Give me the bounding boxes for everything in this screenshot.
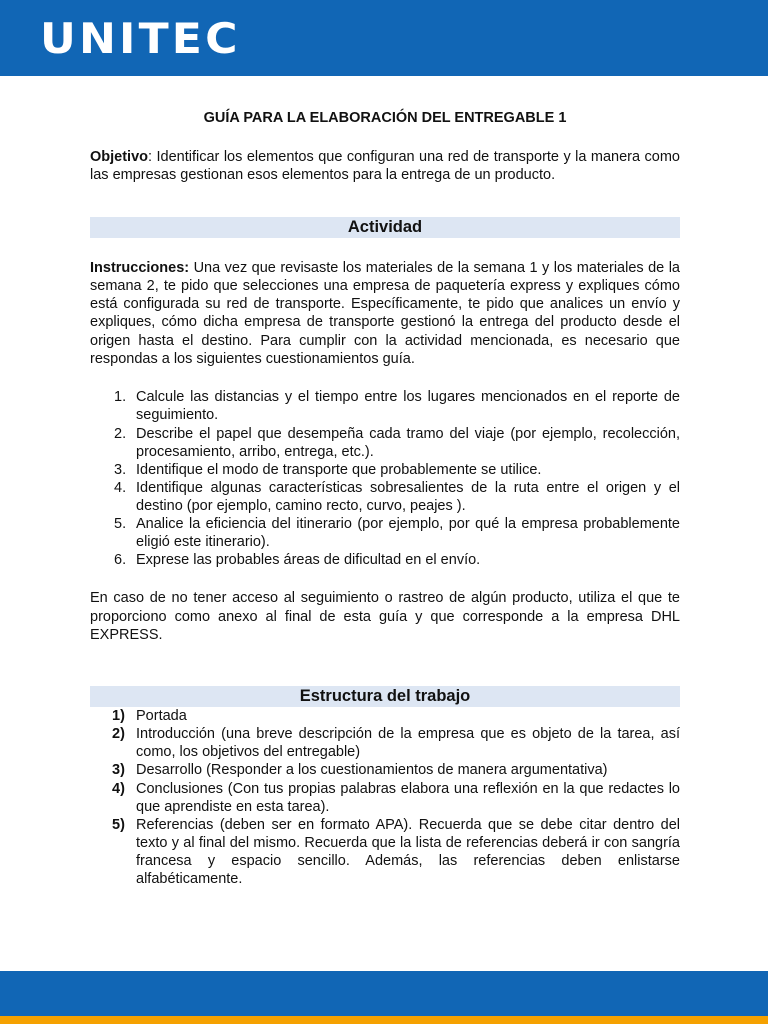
list-item	[90, 461, 680, 479]
list-item	[90, 816, 680, 888]
structure-heading: Estructura del trabajo	[90, 686, 680, 707]
objective-text: : Identificar los elementos que configuran una red de transporte y la manera como las empresas gestionan esos elementos para la entrega de un producto.	[90, 149, 680, 184]
list-number: 4.	[114, 479, 127, 496]
list-number: 3.	[114, 461, 127, 478]
structure-list	[90, 707, 680, 888]
header-banner	[0, 0, 768, 76]
page-title: GUÍA PARA LA ELABORACIÓN DEL ENTREGABLE 1	[203, 110, 567, 126]
list-item-text: Portada	[136, 708, 187, 725]
list-number: 2)	[112, 726, 125, 743]
list-item-text: Introducción (una breve descripción de la empresa que es objeto de la tarea, así como, los objetivos del entregable)	[136, 726, 680, 761]
list-item	[90, 761, 680, 779]
document-body	[90, 108, 680, 888]
list-item	[90, 551, 680, 569]
objective-label: Objetivo	[90, 149, 149, 165]
list-item	[90, 725, 680, 761]
list-item-text: Desarrollo (Responder a los cuestionamientos de manera argumentativa)	[136, 762, 608, 779]
list-item	[90, 425, 680, 461]
objective-paragraph	[90, 148, 680, 185]
footer-band	[0, 971, 768, 1016]
unitec-logo: UNITEC	[40, 14, 241, 63]
list-number: 3)	[112, 762, 125, 779]
instructions-text: Una vez que revisaste los materiales de la semana 1 y los materiales de la semana 2, te pido que selecciones una empresa de paquetería express y expliques cómo está configurada su red de transporte. Específicamente, te pido que analices un envío y expliques, cómo dicha empresa de transporte gestionó la entrega del producto desde el origen hasta el destino. Para cumplir con la actividad mencionada, es necesario que respondas a los siguientes cuestionamientos guía.	[90, 259, 680, 368]
list-item-text: Identifique algunas características sobresalientes de la ruta entre el origen y el destino (por ejemplo, camino recto, curvo, peajes ).	[136, 479, 680, 514]
list-item-text: Calcule las distancias y el tiempo entre los lugares mencionados en el reporte de seguimiento.	[136, 389, 680, 424]
activity-heading: Actividad	[90, 217, 680, 238]
list-item-text: Identifique el modo de transporte que probablemente se utilice.	[136, 461, 542, 478]
list-number: 1.	[114, 389, 127, 406]
list-item	[90, 515, 680, 551]
list-item	[90, 780, 680, 816]
list-item-text: Conclusiones (Con tus propias palabras elabora una reflexión en la que redactes lo que aprendiste en esta tarea).	[136, 780, 680, 815]
list-number: 6.	[114, 552, 127, 569]
note-paragraph: En caso de no tener acceso al seguimiento o rastreo de algún producto, utiliza el que te proporciono como anexo al final de esta guía y que corresponde a la empresa DHL EXPRESS.	[90, 590, 680, 643]
list-number: 4)	[112, 780, 125, 797]
guide-questions-list	[90, 388, 680, 569]
list-item	[90, 707, 680, 725]
list-item-text: Analice la eficiencia del itinerario (por ejemplo, por qué la empresa probablemente eligió este itinerario).	[136, 516, 680, 551]
list-item-text: Describe el papel que desempeña cada tramo del viaje (por ejemplo, recolección, procesamiento, arribo, entrega, etc.).	[136, 425, 680, 460]
instructions-label: Instrucciones:	[90, 259, 190, 276]
list-number: 1)	[112, 708, 125, 725]
list-number: 2.	[114, 425, 127, 442]
list-item-text: Exprese las probables áreas de dificultad en el envío.	[136, 552, 481, 569]
list-item	[90, 388, 680, 424]
list-item-text: Referencias (deben ser en formato APA). Recuerda que se debe citar dentro del texto y al final del mismo. Recuerda que la lista de referencias deberá ir con sangría francesa y espacio sencillo. Además, las referencias deben enlistarse alfabéticamente.	[136, 816, 680, 888]
list-number: 5)	[112, 816, 125, 833]
instructions-paragraph	[90, 259, 680, 369]
list-item	[90, 479, 680, 515]
list-number: 5.	[114, 516, 127, 533]
footer-accent-stripe	[0, 1016, 768, 1024]
